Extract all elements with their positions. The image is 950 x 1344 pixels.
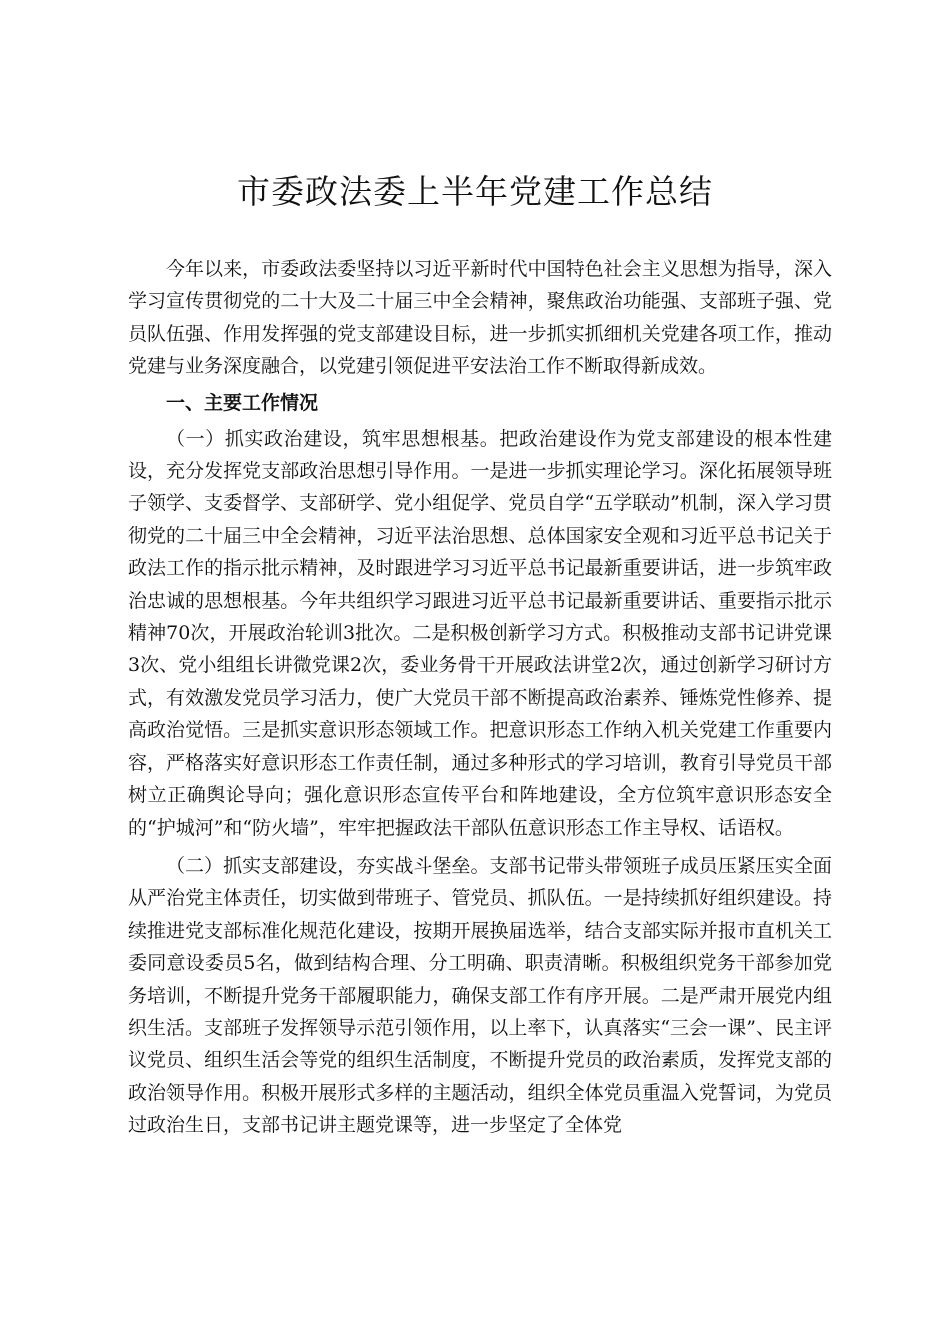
intro-paragraph: 今年以来，市委政法委坚持以习近平新时代中国特色社会主义思想为指导，深入学习宣传贯彻党的二十大及二十届三中全会精神，聚焦政治功能强、支部班子强、党员队伍强、作用发挥强的党支部建设目标，进一步抓实抓细机关党建各项工作，推动党建与业务深度融合，以党建引领促进平安法治工作不断取得新成效。 [128, 258, 832, 378]
paragraph-branch-building: （二）抓实支部建设，夯实战斗堡垒。支部书记带头带领班子成员压紧压实全面从严治党主体责任，切实做到带班子、管党员、抓队伍。一是持续抓好组织建设。持续推进党支部标准化规范化建设，按期开展换届选举，结合支部实际并报市直机关工委同意设委员5名，做到结构合理、分工明确、职责清晰。积极组织党务干部参加党务培训，不断提升党务干部履职能力，确保支部工作有序开展。二是严肃开展党内组织生活。支部班子发挥领导示范引领作用，以上率下，认真落实“三会一课”、民主评议党员、组织生活会等党的组织生活制度，不断提升党员的政治素质，发挥党支部的政治领导作用。积极开展形式多样的主题活动，组织全体党员重温入党誓词，为党员过政治生日，支部书记讲主题党课等，进一步坚定了全体党 [128, 854, 832, 1137]
paragraph-political-building: （一）抓实政治建设，筑牢思想根基。把政治建设作为党支部建设的根本性建设，充分发挥党支部政治思想引导作用。一是进一步抓实理论学习。深化拓展领导班子领学、支委督学、支部研学、党小组促学、党员自学“五学联动”机制，深入学习贯彻党的二十届三中全会精神，习近平法治思想、总体国家安全观和习近平总书记关于政法工作的指示批示精神，及时跟进学习习近平总书记最新重要讲话，进一步筑牢政治忠诚的思想根基。今年共组织学习跟进习近平总书记最新重要讲话、重要指示批示精神70次，开展政治轮训3批次。二是积极创新学习方式。积极推动支部书记讲党课3次、党小组组长讲微党课2次，委业务骨干开展政法讲堂2次，通过创新学习研讨方式，有效激发党员学习活力，使广大党员干部不断提高政治素养、锤炼党性修养、提高政治觉悟。三是抓实意识形态领域工作。把意识形态工作纳入机关党建工作重要内容，严格落实好意识形态工作责任制，通过多种形式的学习培训，教育引导党员干部树立正确舆论导向；强化意识形态宣传平台和阵地建设，全方位筑牢意识形态安全的“护城河”和“防火墙”，牢牢把握政法干部队伍意识形态工作主导权、话语权。 [128, 427, 832, 839]
document-title: 市委政法委上半年党建工作总结 [237, 172, 713, 211]
section-heading: 一、主要工作情况 [166, 391, 319, 414]
document-body [128, 253, 832, 1142]
